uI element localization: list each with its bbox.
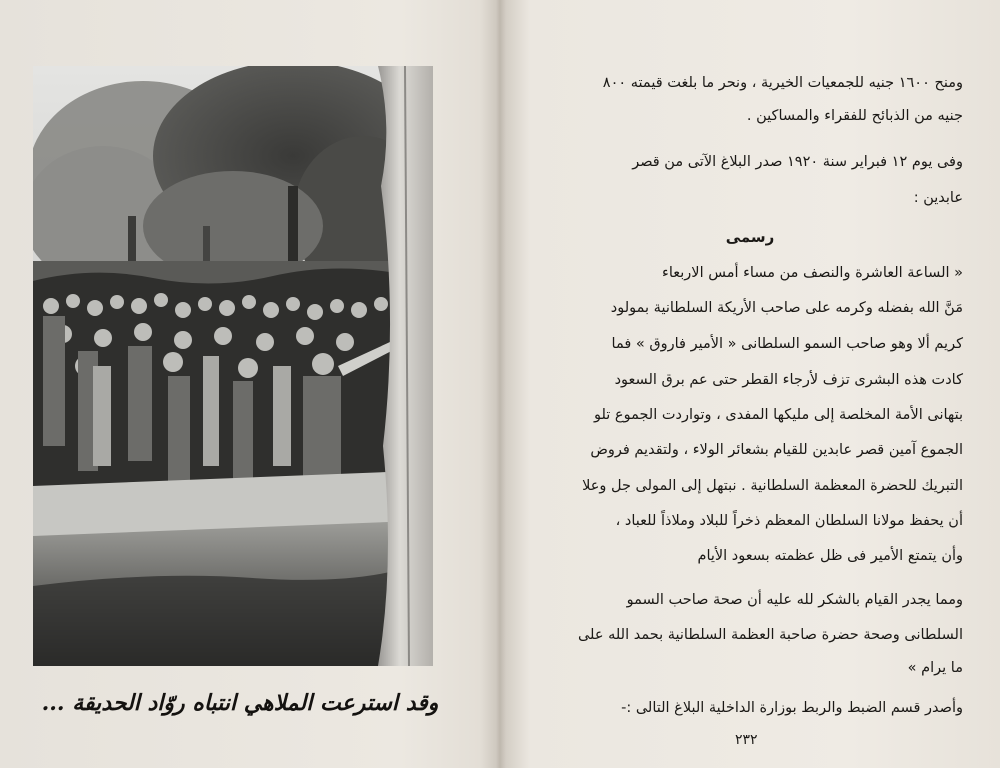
right-page xyxy=(500,0,1000,768)
text-line: مَنَّ الله بفضله وكرمه على صاحب الأريكة السلطانية بمولود xyxy=(610,300,963,316)
text-line: كريم ألا وهو صاحب السمو السلطانى « الأمير فاروق » فما xyxy=(611,336,963,352)
text-line: أن يحفظ مولانا السلطان المعظم ذخراً للبلاد وملاذاً للعباد ، xyxy=(615,513,963,529)
text-line: بتهانى الأمة المخلصة إلى مليكها المفدى ، وتواردت الجموع تلو xyxy=(593,407,963,423)
photo-caption: وقد استرعت الملاهي انتباه روّاد الحديقة ... xyxy=(41,690,439,716)
text-line: ما يرام » xyxy=(907,660,963,676)
section-heading: رسمى xyxy=(725,228,775,246)
text-line: « الساعة العاشرة والنصف من مساء أمس الاربعاء xyxy=(662,265,963,281)
text-line: الجموع آمين قصر عابدين للقيام بشعائر الولاء ، ولتقديم فروض xyxy=(590,442,963,458)
text-line: وفى يوم ١٢ فبراير سنة ١٩٢٠ صدر البلاغ الآتى من قصر xyxy=(632,154,963,170)
text-line: التبريك للحضرة المعظمة السلطانية . نبتهل إلى المولى جل وعلا xyxy=(582,478,963,494)
text-line: السلطانى وصحة حضرة صاحبة العظمة السلطانية بحمد الله على xyxy=(577,627,963,643)
text-line: وأصدر قسم الضبط والربط بوزارة الداخلية البلاغ التالى :- xyxy=(621,700,963,716)
text-line: ومنح ١٦٠٠ جنيه للجمعيات الخيرية ، ونحر ما بلغت قيمته ٨٠٠ xyxy=(602,75,963,91)
text-line: جنيه من الذبائح للفقراء والمساكين . xyxy=(746,108,963,124)
page-number: ٢٣٢ xyxy=(735,732,758,748)
left-page xyxy=(0,0,496,768)
text-line: وأن يتمتع الأمير فى ظل عظمته بسعود الأيام xyxy=(697,548,963,564)
photo-illustration xyxy=(33,66,433,666)
crowd-photograph xyxy=(33,66,433,666)
text-line: ومما يجدر القيام بالشكر لله عليه أن صحة صاحب السمو xyxy=(626,592,963,608)
text-line: كادت هذه البشرى تزف لأرجاء القطر حتى عم برق السعود xyxy=(614,372,963,388)
text-line: عابدين : xyxy=(913,190,963,206)
